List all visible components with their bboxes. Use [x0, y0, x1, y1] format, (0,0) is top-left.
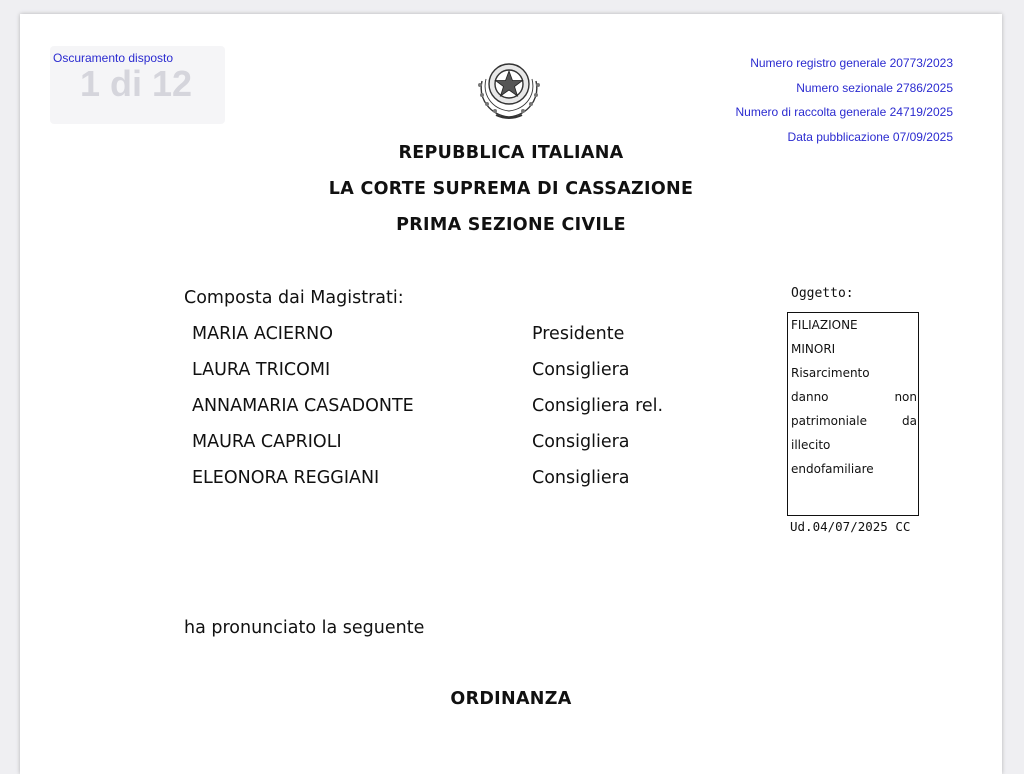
judge-name: LAURA TRICOMI — [192, 360, 331, 380]
oggetto-line: MINORI — [791, 342, 836, 356]
document-page — [20, 14, 1002, 774]
emblem-italian-republic-icon — [472, 51, 546, 121]
judge-name: MAURA CAPRIOLI — [192, 432, 342, 452]
composition-intro: Composta dai Magistrati: — [184, 288, 404, 308]
oggetto-word: danno — [791, 390, 829, 404]
oggetto-line: FILIAZIONE — [791, 318, 858, 332]
judge-role: Consigliera rel. — [532, 396, 664, 416]
oggetto-line: illecito — [791, 438, 831, 452]
oggetto-line: endofamiliare — [791, 462, 874, 476]
judge-role: Consigliera — [532, 468, 630, 488]
judge-role: Presidente — [532, 324, 625, 344]
heading-sezione: PRIMA SEZIONE CIVILE — [396, 215, 626, 235]
judge-name: ELEONORA REGGIANI — [192, 468, 380, 488]
oggetto-word: non — [894, 390, 917, 404]
raccolta-generale: Numero di raccolta generale 24719/2025 — [735, 105, 953, 119]
numero-sezionale: Numero sezionale 2786/2025 — [796, 80, 953, 95]
oggetto-word: da — [902, 414, 917, 428]
judge-name: MARIA ACIERNO — [192, 324, 334, 344]
document-title: ORDINANZA — [450, 689, 572, 709]
oggetto-line — [791, 385, 917, 409]
oggetto-word: patrimoniale — [791, 414, 867, 428]
heading-repubblica: REPUBBLICA ITALIANA — [398, 143, 624, 163]
judge-role: Consigliera — [532, 432, 630, 452]
pronounced-text: ha pronunciato la seguente — [184, 618, 425, 638]
oggetto-box — [787, 312, 919, 516]
page-counter-text: 1 di 12 — [80, 63, 193, 104]
judge-role: Consigliera — [532, 360, 630, 380]
judge-name: ANNAMARIA CASADONTE — [192, 396, 414, 416]
oggetto-label: Oggetto: — [791, 286, 854, 301]
oggetto-line — [791, 409, 917, 433]
udienza-date: Ud.04/07/2025 CC — [790, 519, 911, 534]
stamp-registry — [736, 51, 953, 149]
data-pubblicazione: Data pubblicazione 07/09/2025 — [787, 129, 953, 144]
oggetto-line: Risarcimento — [791, 366, 870, 380]
heading-corte: LA CORTE SUPREMA DI CASSAZIONE — [328, 179, 694, 199]
stamp-oscuramento: Oscuramento disposto — [53, 51, 174, 65]
registro-generale: Numero registro generale 20773/2023 — [750, 56, 953, 70]
